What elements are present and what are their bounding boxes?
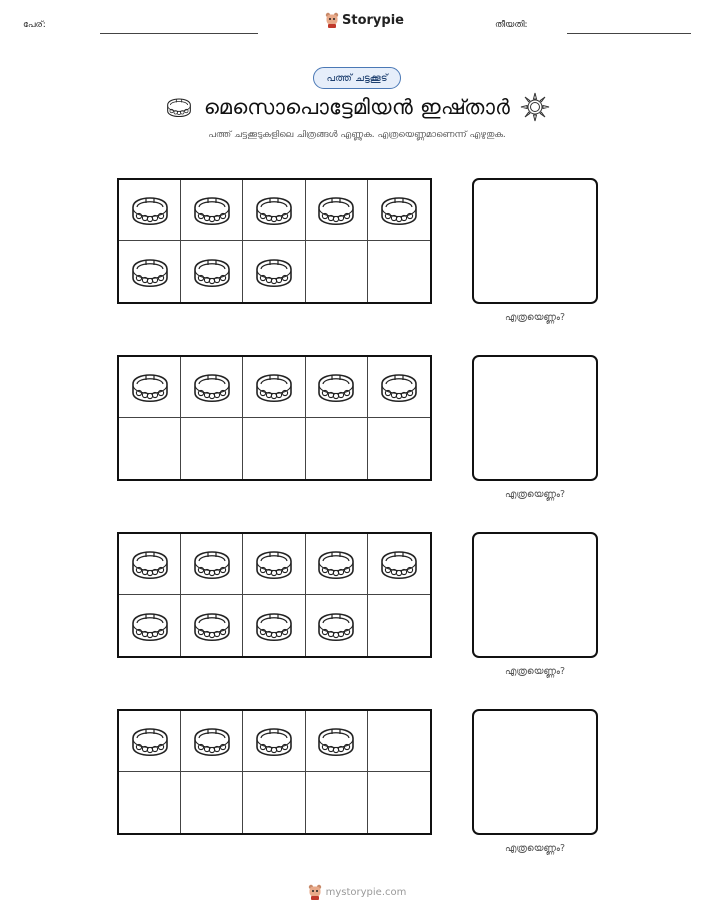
bangle-icon <box>190 192 234 228</box>
bangle-icon <box>314 546 358 582</box>
bangle-icon <box>377 546 421 582</box>
ten-frame-cell <box>181 418 243 479</box>
bangle-icon <box>190 254 234 290</box>
ten-frame-cell <box>181 711 243 772</box>
ten-frame-cell <box>243 418 305 479</box>
brand-logo <box>325 12 404 28</box>
ten-frame-cell <box>119 180 181 241</box>
worksheet-type-badge: പത്ത് ചട്ടക്കൂട് <box>313 67 401 89</box>
bangle-icon <box>128 546 172 582</box>
ten-frame <box>117 532 432 658</box>
ten-frame-cell <box>119 595 181 656</box>
bangle-icon <box>190 608 234 644</box>
ten-frame-cell <box>119 241 181 302</box>
bangle-icon <box>314 369 358 405</box>
answer-box[interactable] <box>472 709 598 835</box>
page-title: മെസൊപൊട്ടേമിയൻ ഇഷ്താർ <box>203 94 511 119</box>
brand-name: Storypie <box>342 12 404 28</box>
answer-label: എത്രയെണ്ണം? <box>504 666 566 677</box>
bangle-icon <box>314 608 358 644</box>
bangle-icon <box>252 254 296 290</box>
ten-frame-cell <box>306 711 368 772</box>
ten-frame-cell <box>368 241 430 302</box>
mascot-icon <box>308 884 322 900</box>
ten-frame-cell <box>368 772 430 833</box>
bangle-icon <box>128 369 172 405</box>
ten-frame-cell <box>306 241 368 302</box>
bangle-icon <box>128 608 172 644</box>
ten-frame-cell <box>306 595 368 656</box>
ten-frame-cell <box>306 772 368 833</box>
instructions: പത്ത് ചട്ടക്കൂടുകളിലെ ചിത്രങ്ങൾ എണ്ണുക. എത്രയെണ്ണമാണെന്ന് എഴുതുക. <box>208 130 506 140</box>
answer-box[interactable] <box>472 178 598 304</box>
bangle-icon <box>252 546 296 582</box>
bangle-icon <box>190 546 234 582</box>
ten-frame-cell <box>243 357 305 418</box>
answer-label: എത്രയെണ്ണം? <box>504 489 566 500</box>
ten-frame-cell <box>368 534 430 595</box>
ten-frame-cell <box>243 772 305 833</box>
sun-star-icon <box>520 92 550 122</box>
ten-frame-cell <box>243 534 305 595</box>
ten-frame-cell <box>181 180 243 241</box>
ten-frame-cell <box>181 357 243 418</box>
bangle-icon <box>314 723 358 759</box>
bangle-icon <box>190 369 234 405</box>
ten-frame-cell <box>243 180 305 241</box>
answer-box[interactable] <box>472 355 598 481</box>
bangle-icon <box>377 369 421 405</box>
answer-label: എത്രയെണ്ണം? <box>504 843 566 854</box>
ten-frame-cell <box>306 534 368 595</box>
ten-frame-cell <box>181 534 243 595</box>
bangle-icon <box>252 192 296 228</box>
ten-frame-cell <box>181 772 243 833</box>
ten-frame-cell <box>181 241 243 302</box>
bangle-icon <box>128 723 172 759</box>
bangle-icon <box>252 723 296 759</box>
mascot-icon <box>325 12 339 28</box>
ten-frame-cell <box>368 711 430 772</box>
footer-url[interactable]: mystorypie.com <box>325 886 407 898</box>
bangle-icon <box>190 723 234 759</box>
ten-frame-cell <box>119 357 181 418</box>
date-field[interactable] <box>567 33 691 34</box>
title-row <box>0 91 714 123</box>
ten-frame-cell <box>243 711 305 772</box>
ten-frame-cell <box>306 418 368 479</box>
bangle-icon <box>252 608 296 644</box>
name-label: പേര്: <box>23 20 46 30</box>
ten-frame-cell <box>368 357 430 418</box>
bangle-icon <box>164 95 194 119</box>
ten-frame-cell <box>368 595 430 656</box>
ten-frame-cell <box>368 180 430 241</box>
ten-frame-cell <box>119 418 181 479</box>
bangle-icon <box>252 369 296 405</box>
bangle-icon <box>128 192 172 228</box>
ten-frame-cell <box>306 180 368 241</box>
date-label: തീയതി: <box>495 20 528 30</box>
ten-frame-cell <box>181 595 243 656</box>
footer <box>0 884 714 900</box>
bangle-icon <box>377 192 421 228</box>
answer-label: എത്രയെണ്ണം? <box>504 312 566 323</box>
bangle-icon <box>314 192 358 228</box>
ten-frame-cell <box>243 595 305 656</box>
bangle-icon <box>128 254 172 290</box>
worksheet-header <box>0 0 714 50</box>
ten-frame-cell <box>243 241 305 302</box>
ten-frame-cell <box>119 711 181 772</box>
name-field[interactable] <box>100 33 258 34</box>
answer-box[interactable] <box>472 532 598 658</box>
ten-frame-cell <box>119 534 181 595</box>
ten-frame <box>117 709 432 835</box>
ten-frame <box>117 178 432 304</box>
ten-frame <box>117 355 432 481</box>
ten-frame-cell <box>306 357 368 418</box>
ten-frame-cell <box>368 418 430 479</box>
ten-frame-cell <box>119 772 181 833</box>
